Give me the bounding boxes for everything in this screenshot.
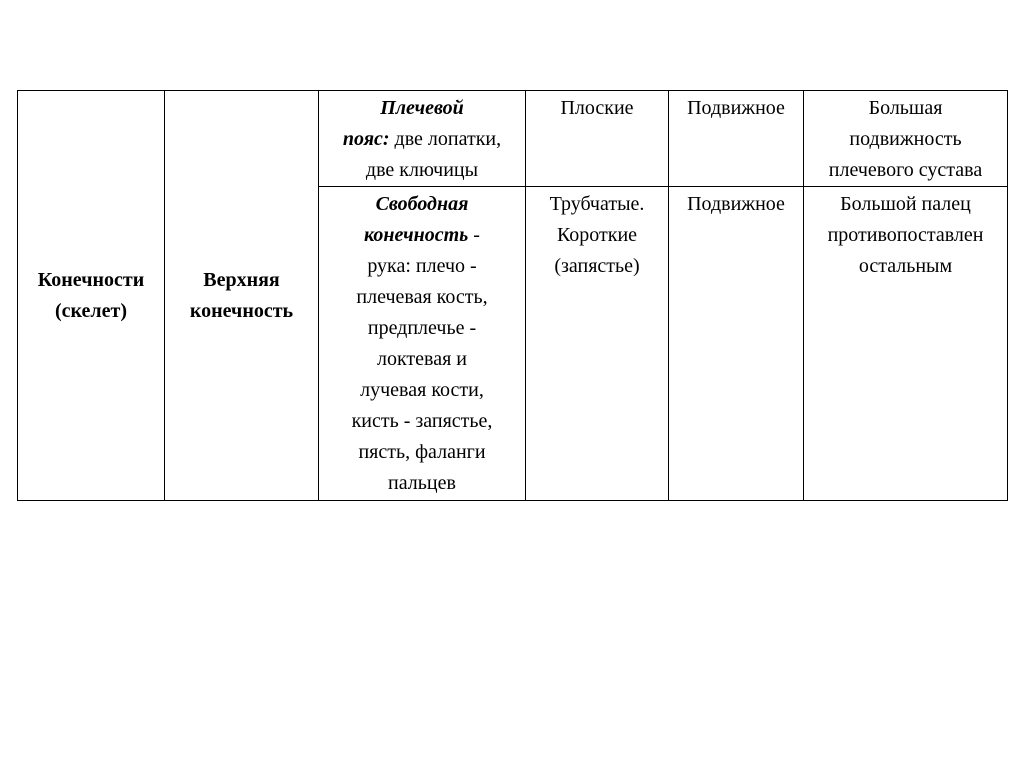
cell-bones-type (526, 91, 669, 187)
skeleton-table (17, 90, 1008, 501)
cell-feature (804, 91, 1008, 187)
cell-text: (скелет) (54, 299, 128, 322)
cell-text: предплечье - (367, 317, 477, 339)
cell-text: пясть, фаланги (358, 441, 486, 463)
cell-joint-type (669, 91, 804, 187)
cell-text: конечность (189, 299, 294, 322)
cell-text: Большой палец (840, 193, 971, 215)
cell-text: Большая (868, 97, 943, 119)
cell-text: противопоставлен (827, 224, 984, 246)
cell-text: Подвижное (687, 97, 785, 119)
cell-text: Верхняя (203, 268, 280, 291)
cell-text (321, 220, 523, 251)
cell-joint-type (669, 187, 804, 501)
cell-text: две лопатки, (389, 128, 502, 150)
cell-text: две ключицы (365, 159, 479, 181)
cell-text: Трубчатые. (549, 193, 645, 215)
cell-text: кисть - запястье, (351, 410, 493, 432)
cell-text: локтевая и (376, 348, 467, 370)
cell-text: - (468, 224, 480, 246)
cell-text: Свободная (375, 193, 469, 215)
cell-text: Короткие (556, 224, 638, 246)
cell-shoulder-girdle (319, 91, 526, 187)
cell-text: пояс: (342, 128, 390, 150)
cell-upper-limb (165, 91, 319, 501)
cell-bones-type (526, 187, 669, 501)
cell-text: рука: плечо - (367, 255, 477, 277)
cell-text: Конечности (37, 268, 145, 291)
cell-text: лучевая кости, (360, 379, 484, 401)
cell-text (321, 124, 523, 155)
cell-free-limb (319, 187, 526, 501)
cell-feature (804, 187, 1008, 501)
cell-limbs-skeleton (18, 91, 165, 501)
cell-text: остальным (858, 255, 953, 277)
cell-text: (запястье) (554, 255, 640, 277)
cell-text: Подвижное (687, 193, 785, 215)
cell-text: Плоские (560, 97, 634, 119)
cell-text: Плечевой (380, 97, 464, 119)
cell-text: плечевая кость, (356, 286, 488, 308)
cell-text: пальцев (388, 472, 456, 494)
cell-text: конечность (364, 224, 469, 246)
cell-text: подвижность (849, 128, 962, 150)
table-row (18, 91, 1008, 187)
cell-text: плечевого сустава (828, 159, 983, 181)
